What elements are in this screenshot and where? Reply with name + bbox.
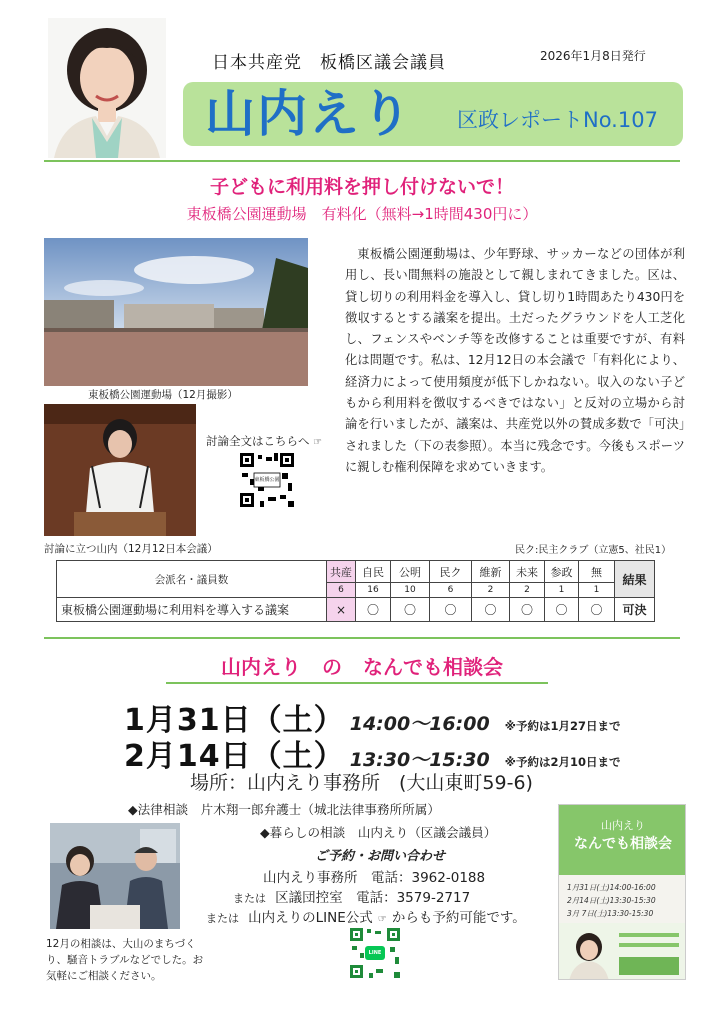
party-name: 共産 (327, 561, 356, 583)
pointing-hand-icon: ☞ (313, 437, 323, 448)
park-photo-caption: 東板橋公園運動場（12月撮影） (88, 389, 238, 401)
vote-mark: × (327, 598, 356, 622)
vote-mark: 〇 (472, 598, 510, 622)
legal-consult: ◆法律相談 片木翔一郎弁護士（城北法律事務所所属） (128, 802, 440, 817)
pointing-hand-icon: ☞ (377, 914, 387, 925)
party-seats: 10 (391, 583, 430, 598)
issue-date: 2026年1月8日発行 (540, 49, 646, 63)
party-name: 民ク (430, 561, 472, 583)
flyer-date-line: 3月 7日(土)13:30-15:30 (567, 909, 654, 918)
vote-mark: 〇 (391, 598, 430, 622)
qr-link-text: 討論全文はこちらへ (206, 434, 310, 448)
table-header-label: 会派名・議員数 (57, 561, 327, 598)
line-row (206, 906, 526, 926)
article-headline: 子どもに利用料を押し付けないで！ (209, 176, 514, 198)
party-seats: 16 (356, 583, 391, 598)
consult-title-underline (166, 682, 548, 684)
party-seats: 6 (327, 583, 356, 598)
vote-mark: 〇 (430, 598, 472, 622)
result-header: 結果 (615, 561, 655, 598)
vote-result: 可決 (615, 598, 655, 622)
consult-place: 場所：山内えり事務所 (大山東町59-6) (190, 772, 533, 794)
party-name: 無 (579, 561, 615, 583)
flyer-name: 山内えり (601, 819, 645, 832)
line-account[interactable]: 山内えりのLINE公式 (248, 910, 373, 926)
line-qr-code[interactable] (348, 926, 402, 980)
party-seats: 1 (545, 583, 579, 598)
reserve-deadline: ※予約は2月10日まで (504, 755, 621, 769)
room-phone: 区議団控室 電話：3579-2717 (275, 890, 471, 906)
flyer-dates (567, 881, 656, 920)
consult-time: 14:00～16:00 (349, 713, 490, 735)
consultation-photo (50, 823, 180, 929)
reserve-deadline: ※予約は1月27日まで (504, 719, 621, 733)
article-body: 東板橋公園運動場は、少年野球、サッカーなどの団体が利用し、長い間無料の施設として親しまれてきました。区は、貸し切りの利用料金を導入し、貸し切り1時間あたり430円を徴収するとする議案を提出。土だったグラウンドを人工芝化し、フェンスやベンチ等を改修することは重要ですが、有料化は問題です。私は、12月12日の本会議で「有料化により、経済力によって使用頻度が低下しかねない。収入のない子どもから利用料を徴収するべきではない」と反対の立場から討論を行いましたが、議案は、共産党以外の賛成多数で「可決」されました（下の表参照）。本当に残念です。今後もスポーツに親しむ権利保障を求めていきます。 (345, 247, 685, 474)
consultation-photo-caption: 12月の相談は、大山のまちづくり、騒音トラブルなどでした。お気軽にご相談ください。 (46, 938, 204, 982)
party-seats: 6 (430, 583, 472, 598)
party-seats: 2 (472, 583, 510, 598)
park-photo (44, 238, 308, 386)
vote-mark: 〇 (356, 598, 391, 622)
life-consult: ◆暮らしの相談 山内えり（区議会議員） (260, 825, 497, 840)
report-number: 区政レポートNo.107 (457, 108, 658, 132)
party-note: 民ク:民主クラブ（立憲5、社民1） (515, 545, 672, 556)
consult-date: 1月31日（土） (124, 703, 345, 738)
vote-table (56, 560, 655, 622)
qr-center-label: 東板橋公園 (254, 477, 280, 483)
qr-link-label (206, 433, 322, 449)
divider-middle (44, 637, 680, 639)
article-subheadline: 東板橋公園運動場 有料化（無料→1時間430円に） (186, 205, 538, 223)
speech-photo (44, 404, 196, 536)
party-name: 参政 (545, 561, 579, 583)
affiliation: 日本共産党 板橋区議会議員 (212, 53, 446, 73)
vote-mark: 〇 (579, 598, 615, 622)
flyer-title: なんでも相談会 (574, 836, 672, 852)
consultation-flyer (558, 804, 686, 980)
consult-title-event: なんでも相談会 (362, 655, 503, 679)
office-phone: 山内えり事務所 電話：3962-0188 (263, 870, 486, 886)
party-seats: 2 (510, 583, 545, 598)
divider-top (44, 160, 680, 162)
contact-title: ご予約・お問い合わせ (314, 849, 445, 864)
vote-mark: 〇 (510, 598, 545, 622)
speech-photo-caption: 討論に立つ山内（12月12日本会議） (44, 543, 218, 555)
flyer-portrait (559, 923, 686, 980)
line-qr-label: LINE (368, 950, 382, 956)
consult-title (0, 651, 724, 680)
consult-date: 2月14日（土） (124, 739, 345, 774)
vote-mark: 〇 (545, 598, 579, 622)
bill-name: 東板橋公園運動場に利用料を導入する議案 (57, 598, 327, 622)
party-name: 維新 (472, 561, 510, 583)
party-seats: 1 (579, 583, 615, 598)
consult-title-particle: の (322, 655, 342, 679)
or-label: または (233, 892, 266, 905)
portrait-photo (48, 18, 166, 158)
line-tail: からも予約可能です。 (391, 910, 526, 926)
or-label: または (206, 912, 239, 925)
flyer-date-line: 1月31日(土)14:00-16:00 (567, 883, 656, 892)
flyer-date-line: 2月14日(土)13:30-15:30 (567, 896, 656, 905)
party-name: 自民 (356, 561, 391, 583)
party-name: 公明 (391, 561, 430, 583)
speech-qr-code[interactable] (238, 451, 296, 509)
member-name: 山内えり (205, 85, 413, 143)
consult-time: 13:30～15:30 (349, 749, 490, 771)
room-phone-row (233, 886, 470, 906)
party-name: 未来 (510, 561, 545, 583)
consult-title-name: 山内えり (221, 655, 302, 679)
